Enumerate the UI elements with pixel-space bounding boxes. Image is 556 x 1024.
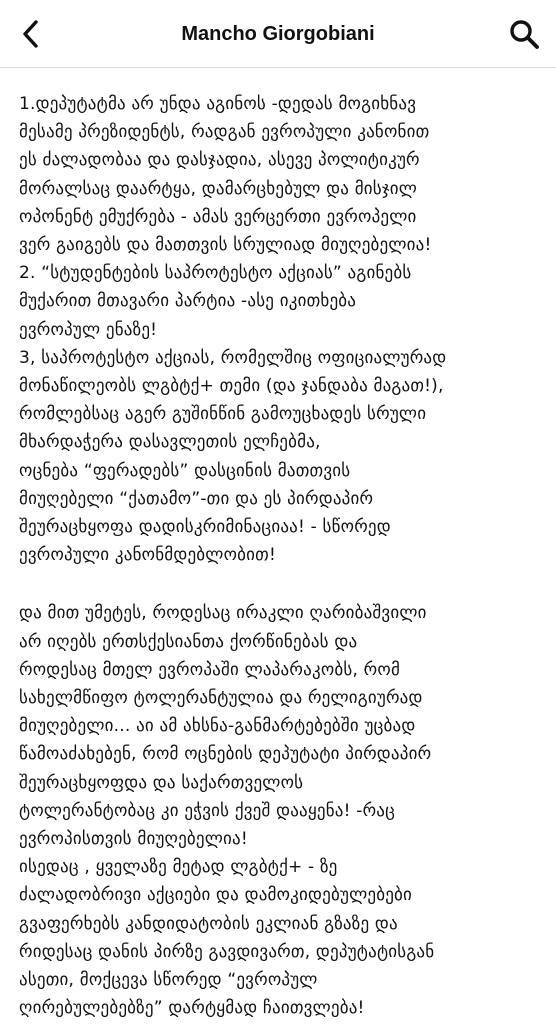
post-paragraph: 1.დეპუტატმა არ უნდა აგინოს -დედას მოგიხნავ მესამე პრეზიდენტს, რადგან ევროპული კანონით ეს ძალადობაა და დასჯადია, ასევე პოლიტიკურ მორალსაც დაარტყა, დამარცხებულ და მისჯილ ოპონენტ ემუქრება - ამას ვერცერთი ევროპელი ვერ გაიგებს და მათთვის სრულიად მიუღებელია! 2. “სტუდენტების საპროტესტო აქციას” აგინებს მუქარით მთავარი პარტია -ასე იკითხება ევროპულ ენაზე! 3, საპროტესტო აქციას, რომელშიც ოფიციალურად მონაწილეობს ლგბტქ+ თემი (და ჯანდაბა მაგათ!), რომლებსაც აგერ გუშინწინ გამოუცხადეს სრული მხარდაჭერა დასავლეთის ელჩებმა, ოცნება “ფერადებს” დასცინის მათთვის მიუღებელი “ქათამო”-თი და ეს პირდაპირ შეურაცხყოფა დადისკრიმინაციაა! - სწორედ ევროპული კანონმდებლობით! <box>19 94 447 566</box>
page-title: Mancho Giorgobiani <box>181 23 375 45</box>
paragraph-spacer <box>0 569 556 599</box>
post-paragraph: და მით უმეტეს, როდესაც ირაკლი ღარიბაშვილი არ იღებს ერთსქესიანთა ქორწინებას და როდესაც მთელ ევროპაში ლაპარაკობს, რომ სახელმწიფო ტოლერანტულია და რელიგიურად მიუღებელი... აი ამ ახსნა-განმარტებებში უცბად წამოაძახებენ, რომ ოცნების დეპუტატი პირდაპირ შეურაცხყოფდა და საქართველოს ტოლერანტობაც კი ეჭვის ქვეშ დააყენა! -რაც ევროპისთვის მიუღებელია! ისედაც , ყველაზე მეტად ლგბტქ+ - ზე ძალადობრივი აქციები და დამოკიდებულებები გვაფერხებს კანდიდატობის ეკლიან გზაზე და რიდესაც დანის პირზე გავდივართ, დეპუტატისგან ასეთი, მოქცევა სწორედ “ევროპულ ღირებულებებზე” დარტყმად ჩაითვლება! <box>19 603 435 1019</box>
chevron-left-icon <box>21 19 41 49</box>
search-button[interactable] <box>506 16 542 52</box>
back-button[interactable] <box>14 17 48 51</box>
search-icon <box>508 18 540 50</box>
top-bar <box>0 0 556 68</box>
post-content <box>0 68 556 1024</box>
